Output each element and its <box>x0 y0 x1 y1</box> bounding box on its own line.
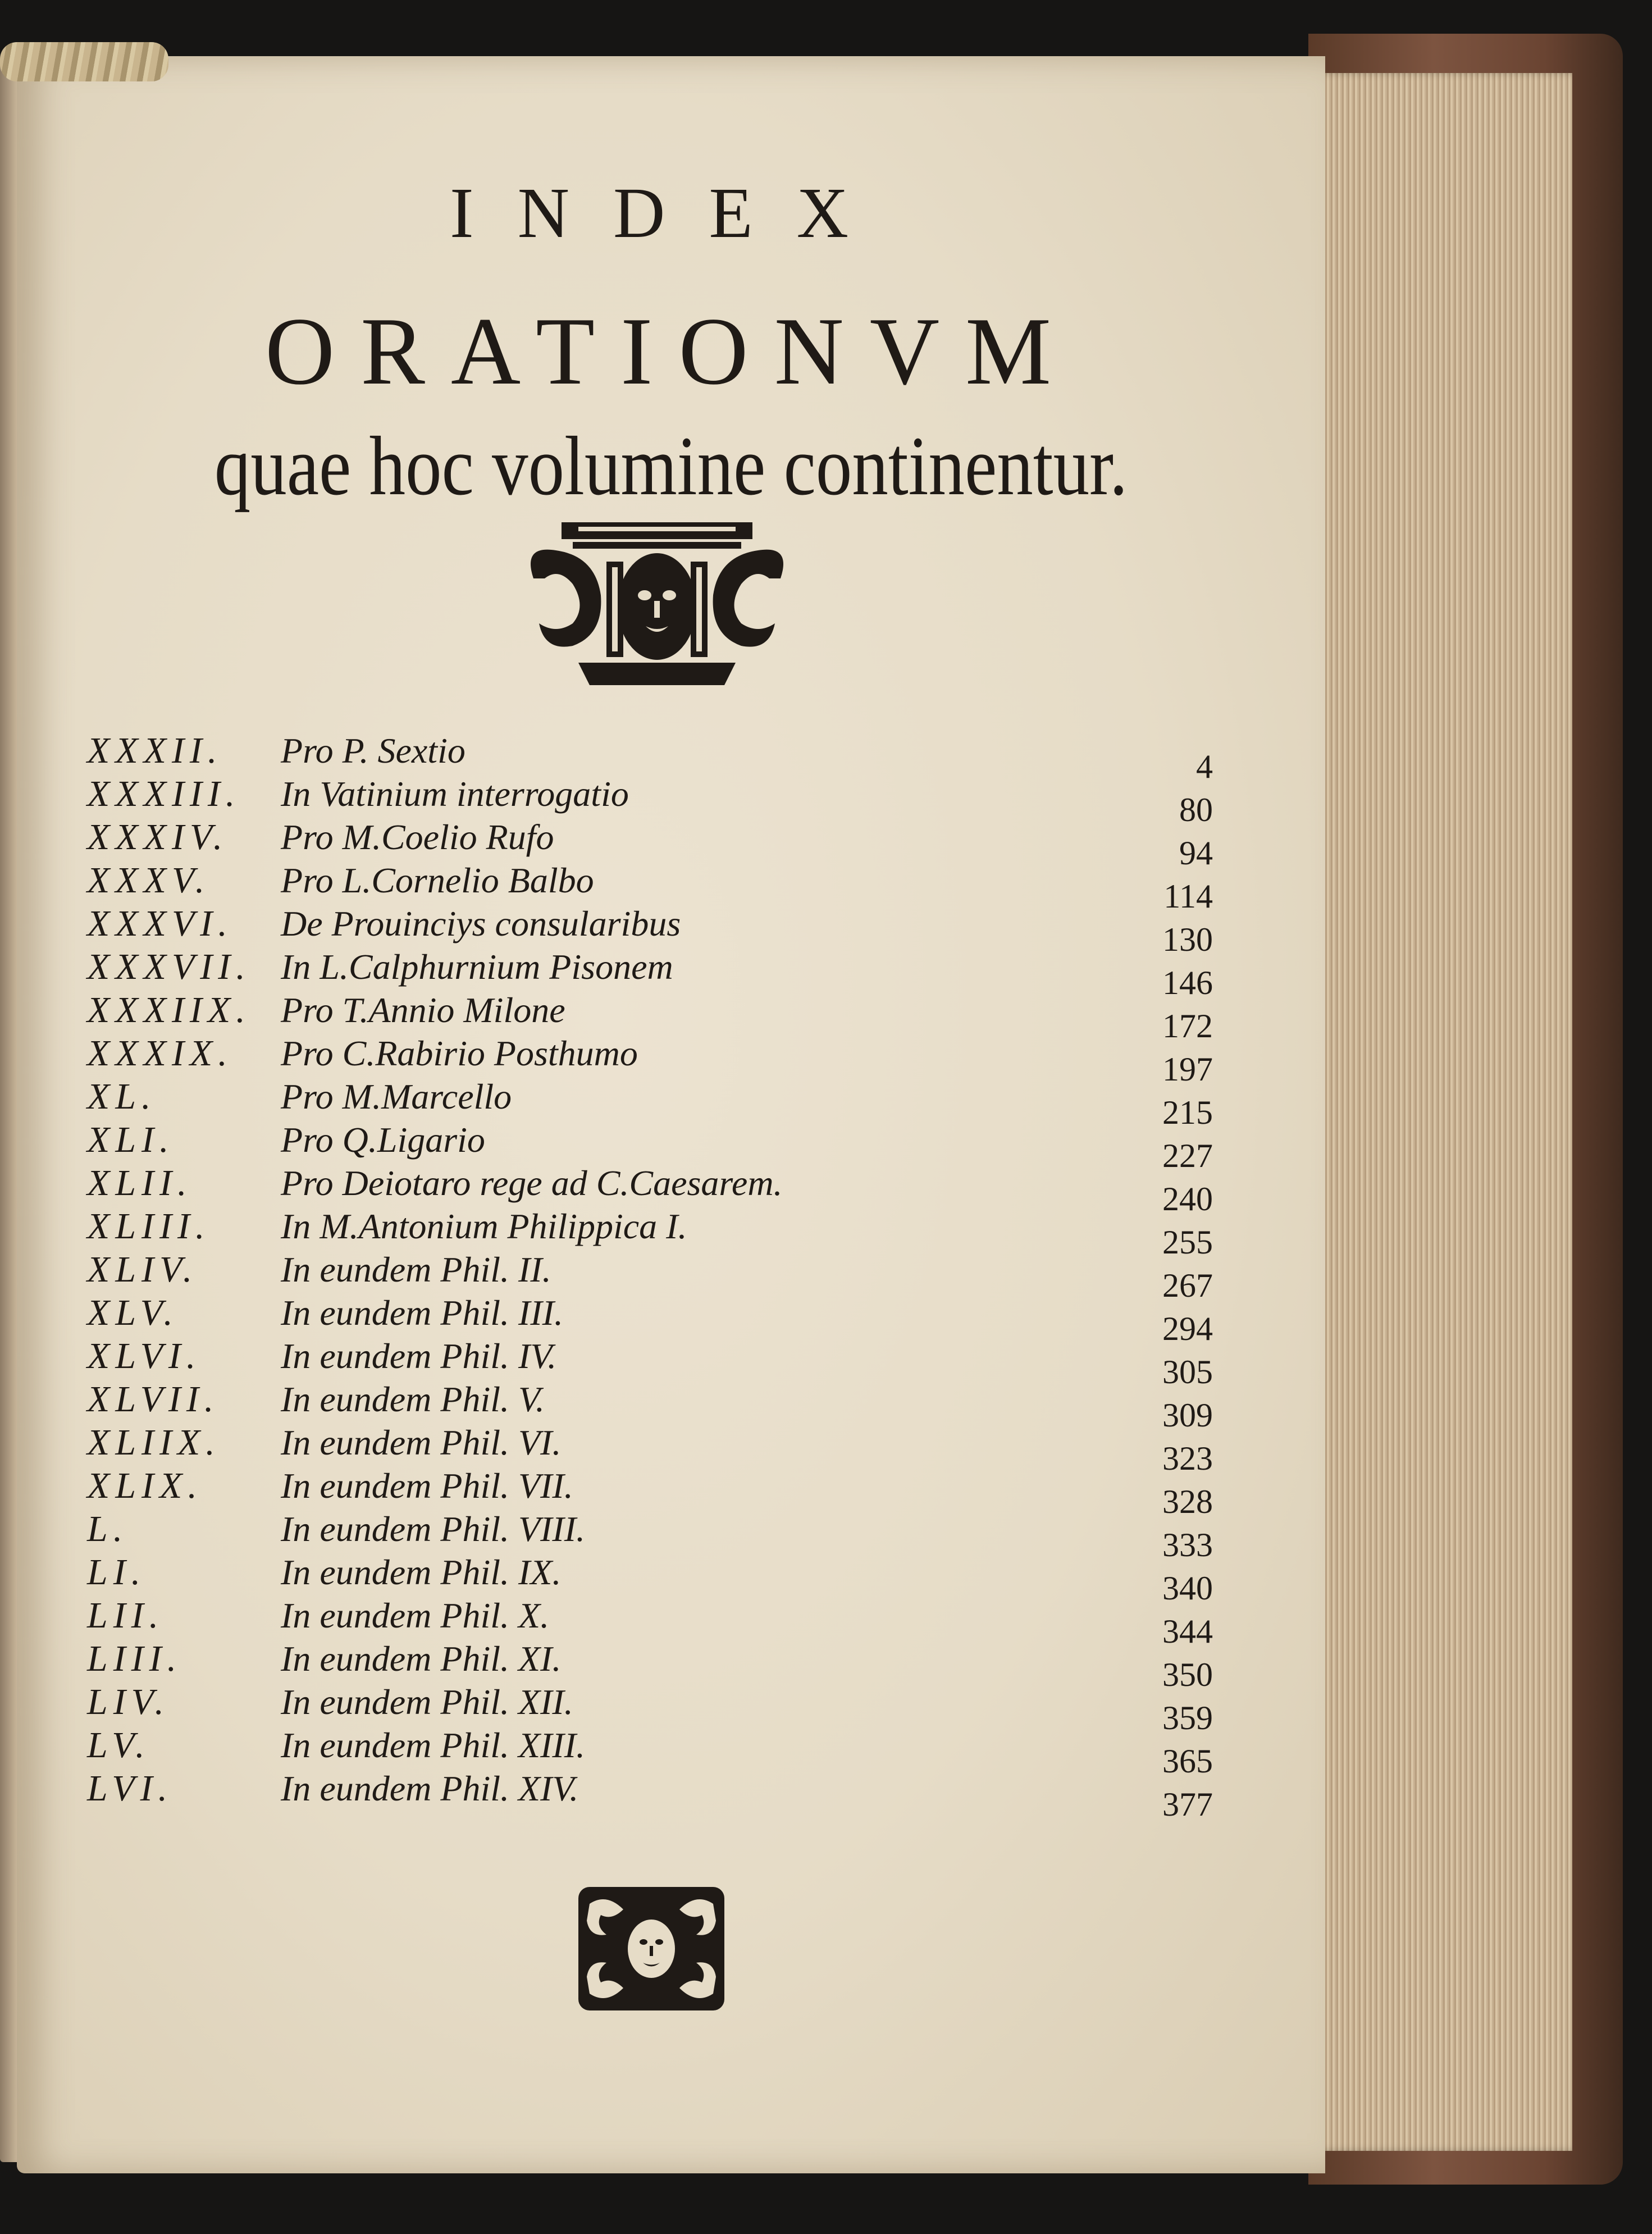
entry-title: Pro P. Sextio <box>281 731 466 770</box>
entry-numeral: L. <box>87 1508 129 1549</box>
entry-title: In eundem Phil. VII. <box>281 1466 573 1506</box>
entry-title: In L.Calphurnium Pisonem <box>281 947 673 987</box>
index-entries-list <box>17 56 1325 2173</box>
page-fore-edge <box>1308 73 1572 2151</box>
entry-page-number: 333 <box>1162 1526 1213 1563</box>
list-item <box>17 773 1325 828</box>
entry-numeral: XXXVI. <box>87 903 233 944</box>
entry-title: In eundem Phil. XIV. <box>281 1768 579 1808</box>
list-item <box>17 1725 1325 1780</box>
entry-numeral: XXXIV. <box>87 817 229 858</box>
list-item <box>17 1638 1325 1693</box>
entry-title: In eundem Phil. VI. <box>281 1423 562 1462</box>
list-item <box>17 860 1325 915</box>
list-item <box>17 1292 1325 1347</box>
entry-page-number: 215 <box>1162 1094 1213 1131</box>
list-item <box>17 1076 1325 1131</box>
entry-numeral: LIII. <box>87 1638 182 1679</box>
entry-page-number: 365 <box>1162 1743 1213 1780</box>
entry-page-number: 328 <box>1162 1483 1213 1520</box>
list-item <box>17 946 1325 1001</box>
entry-title: In eundem Phil. XIII. <box>281 1725 586 1765</box>
list-item <box>17 1206 1325 1261</box>
entry-title: Pro L.Cornelio Balbo <box>281 860 594 900</box>
entry-title: In eundem Phil. II. <box>281 1250 551 1289</box>
entry-page-number: 359 <box>1162 1699 1213 1736</box>
entry-title: Pro T.Annio Milone <box>281 990 565 1030</box>
entry-page-number: 227 <box>1162 1137 1213 1174</box>
entry-title: De Prouinciys consularibus <box>281 904 681 943</box>
list-item <box>17 1595 1325 1650</box>
list-item <box>17 990 1325 1045</box>
entry-page-number: 340 <box>1162 1570 1213 1607</box>
entry-page-number: 305 <box>1162 1353 1213 1390</box>
entry-title: Pro M.Coelio Rufo <box>281 817 554 857</box>
entry-title: Pro C.Rabirio Posthumo <box>281 1033 638 1073</box>
entry-page-number: 4 <box>1196 748 1213 785</box>
list-item <box>17 1119 1325 1174</box>
entry-page-number: 114 <box>1163 878 1213 915</box>
entry-title: In eundem Phil. IX. <box>281 1552 562 1592</box>
entry-numeral: LIV. <box>87 1681 170 1722</box>
entry-page-number: 130 <box>1162 921 1213 958</box>
entry-numeral: LI. <box>87 1552 147 1593</box>
entry-title: In eundem Phil. XII. <box>281 1682 573 1722</box>
entry-numeral: XLVI. <box>87 1335 202 1376</box>
entry-title: In Vatinium interrogatio <box>281 774 629 814</box>
entry-numeral: LVI. <box>87 1768 174 1809</box>
entry-title: In eundem Phil. X. <box>281 1595 550 1635</box>
list-item <box>17 1508 1325 1563</box>
list-item <box>17 1379 1325 1434</box>
entry-numeral: XXXIX. <box>87 1033 233 1074</box>
entry-numeral: XLIX. <box>87 1465 203 1506</box>
list-item <box>17 1335 1325 1390</box>
entry-title: Pro Q.Ligario <box>281 1120 485 1160</box>
index-page <box>17 56 1325 2173</box>
list-item <box>17 1681 1325 1736</box>
entry-numeral: XXXIIX. <box>87 990 251 1031</box>
list-item <box>17 1768 1325 1823</box>
list-item <box>17 1465 1325 1520</box>
entry-title: Pro Deiotaro rege ad C.Caesarem. <box>281 1163 783 1203</box>
entry-numeral: XLIII. <box>87 1206 211 1247</box>
entry-title: In eundem Phil. V. <box>281 1379 545 1419</box>
heading-subtitle: quae hoc volumine continentur. <box>214 420 1128 513</box>
entry-title: In eundem Phil. IV. <box>281 1336 557 1376</box>
entry-numeral: XLI. <box>87 1119 175 1160</box>
entry-page-number: 80 <box>1179 791 1213 828</box>
entry-page-number: 350 <box>1162 1656 1213 1693</box>
entry-page-number: 240 <box>1162 1180 1213 1218</box>
entry-title: In eundem Phil. XI. <box>281 1639 562 1679</box>
entry-numeral: XLVII. <box>87 1379 220 1420</box>
entry-numeral: XXXII. <box>87 730 223 771</box>
entry-page-number: 197 <box>1162 1051 1213 1088</box>
entry-page-number: 172 <box>1162 1007 1213 1045</box>
ornament-tailpiece-icon <box>567 1881 736 2016</box>
entry-numeral: XLV. <box>87 1292 179 1333</box>
entry-page-number: 344 <box>1162 1613 1213 1650</box>
entry-page-number: 377 <box>1162 1786 1213 1823</box>
list-item <box>17 1162 1325 1218</box>
entry-numeral: XLIV. <box>87 1249 198 1290</box>
list-item <box>17 1033 1325 1088</box>
entry-title: In M.Antonium Philippica I. <box>281 1206 687 1246</box>
entry-numeral: XLIIX. <box>87 1422 221 1463</box>
entry-numeral: XLII. <box>87 1162 193 1203</box>
list-item <box>17 1249 1325 1304</box>
entry-page-number: 267 <box>1162 1267 1213 1304</box>
entry-page-number: 94 <box>1179 835 1213 872</box>
entry-numeral: XXXVII. <box>87 946 251 987</box>
entry-title: In eundem Phil. VIII. <box>281 1509 586 1549</box>
entry-title: Pro M.Marcello <box>281 1077 512 1116</box>
list-item <box>17 730 1325 785</box>
entry-page-number: 309 <box>1162 1397 1213 1434</box>
entry-numeral: XXXV. <box>87 860 211 901</box>
list-item <box>17 903 1325 958</box>
list-item <box>17 1422 1325 1477</box>
heading-index: INDEX <box>449 173 893 253</box>
entry-numeral: LII. <box>87 1595 165 1636</box>
entry-title: In eundem Phil. III. <box>281 1293 563 1333</box>
entry-numeral: XL. <box>87 1076 157 1117</box>
entry-numeral: LV. <box>87 1725 150 1766</box>
entry-page-number: 255 <box>1162 1224 1213 1261</box>
binding-thread <box>0 42 168 81</box>
list-item <box>17 1552 1325 1607</box>
entry-page-number: 323 <box>1162 1440 1213 1477</box>
entry-numeral: XXXIII. <box>87 773 241 814</box>
entry-page-number: 146 <box>1162 964 1213 1001</box>
heading-orationum: ORATIONVM <box>265 298 1077 405</box>
entry-page-number: 294 <box>1162 1310 1213 1347</box>
list-item <box>17 817 1325 872</box>
